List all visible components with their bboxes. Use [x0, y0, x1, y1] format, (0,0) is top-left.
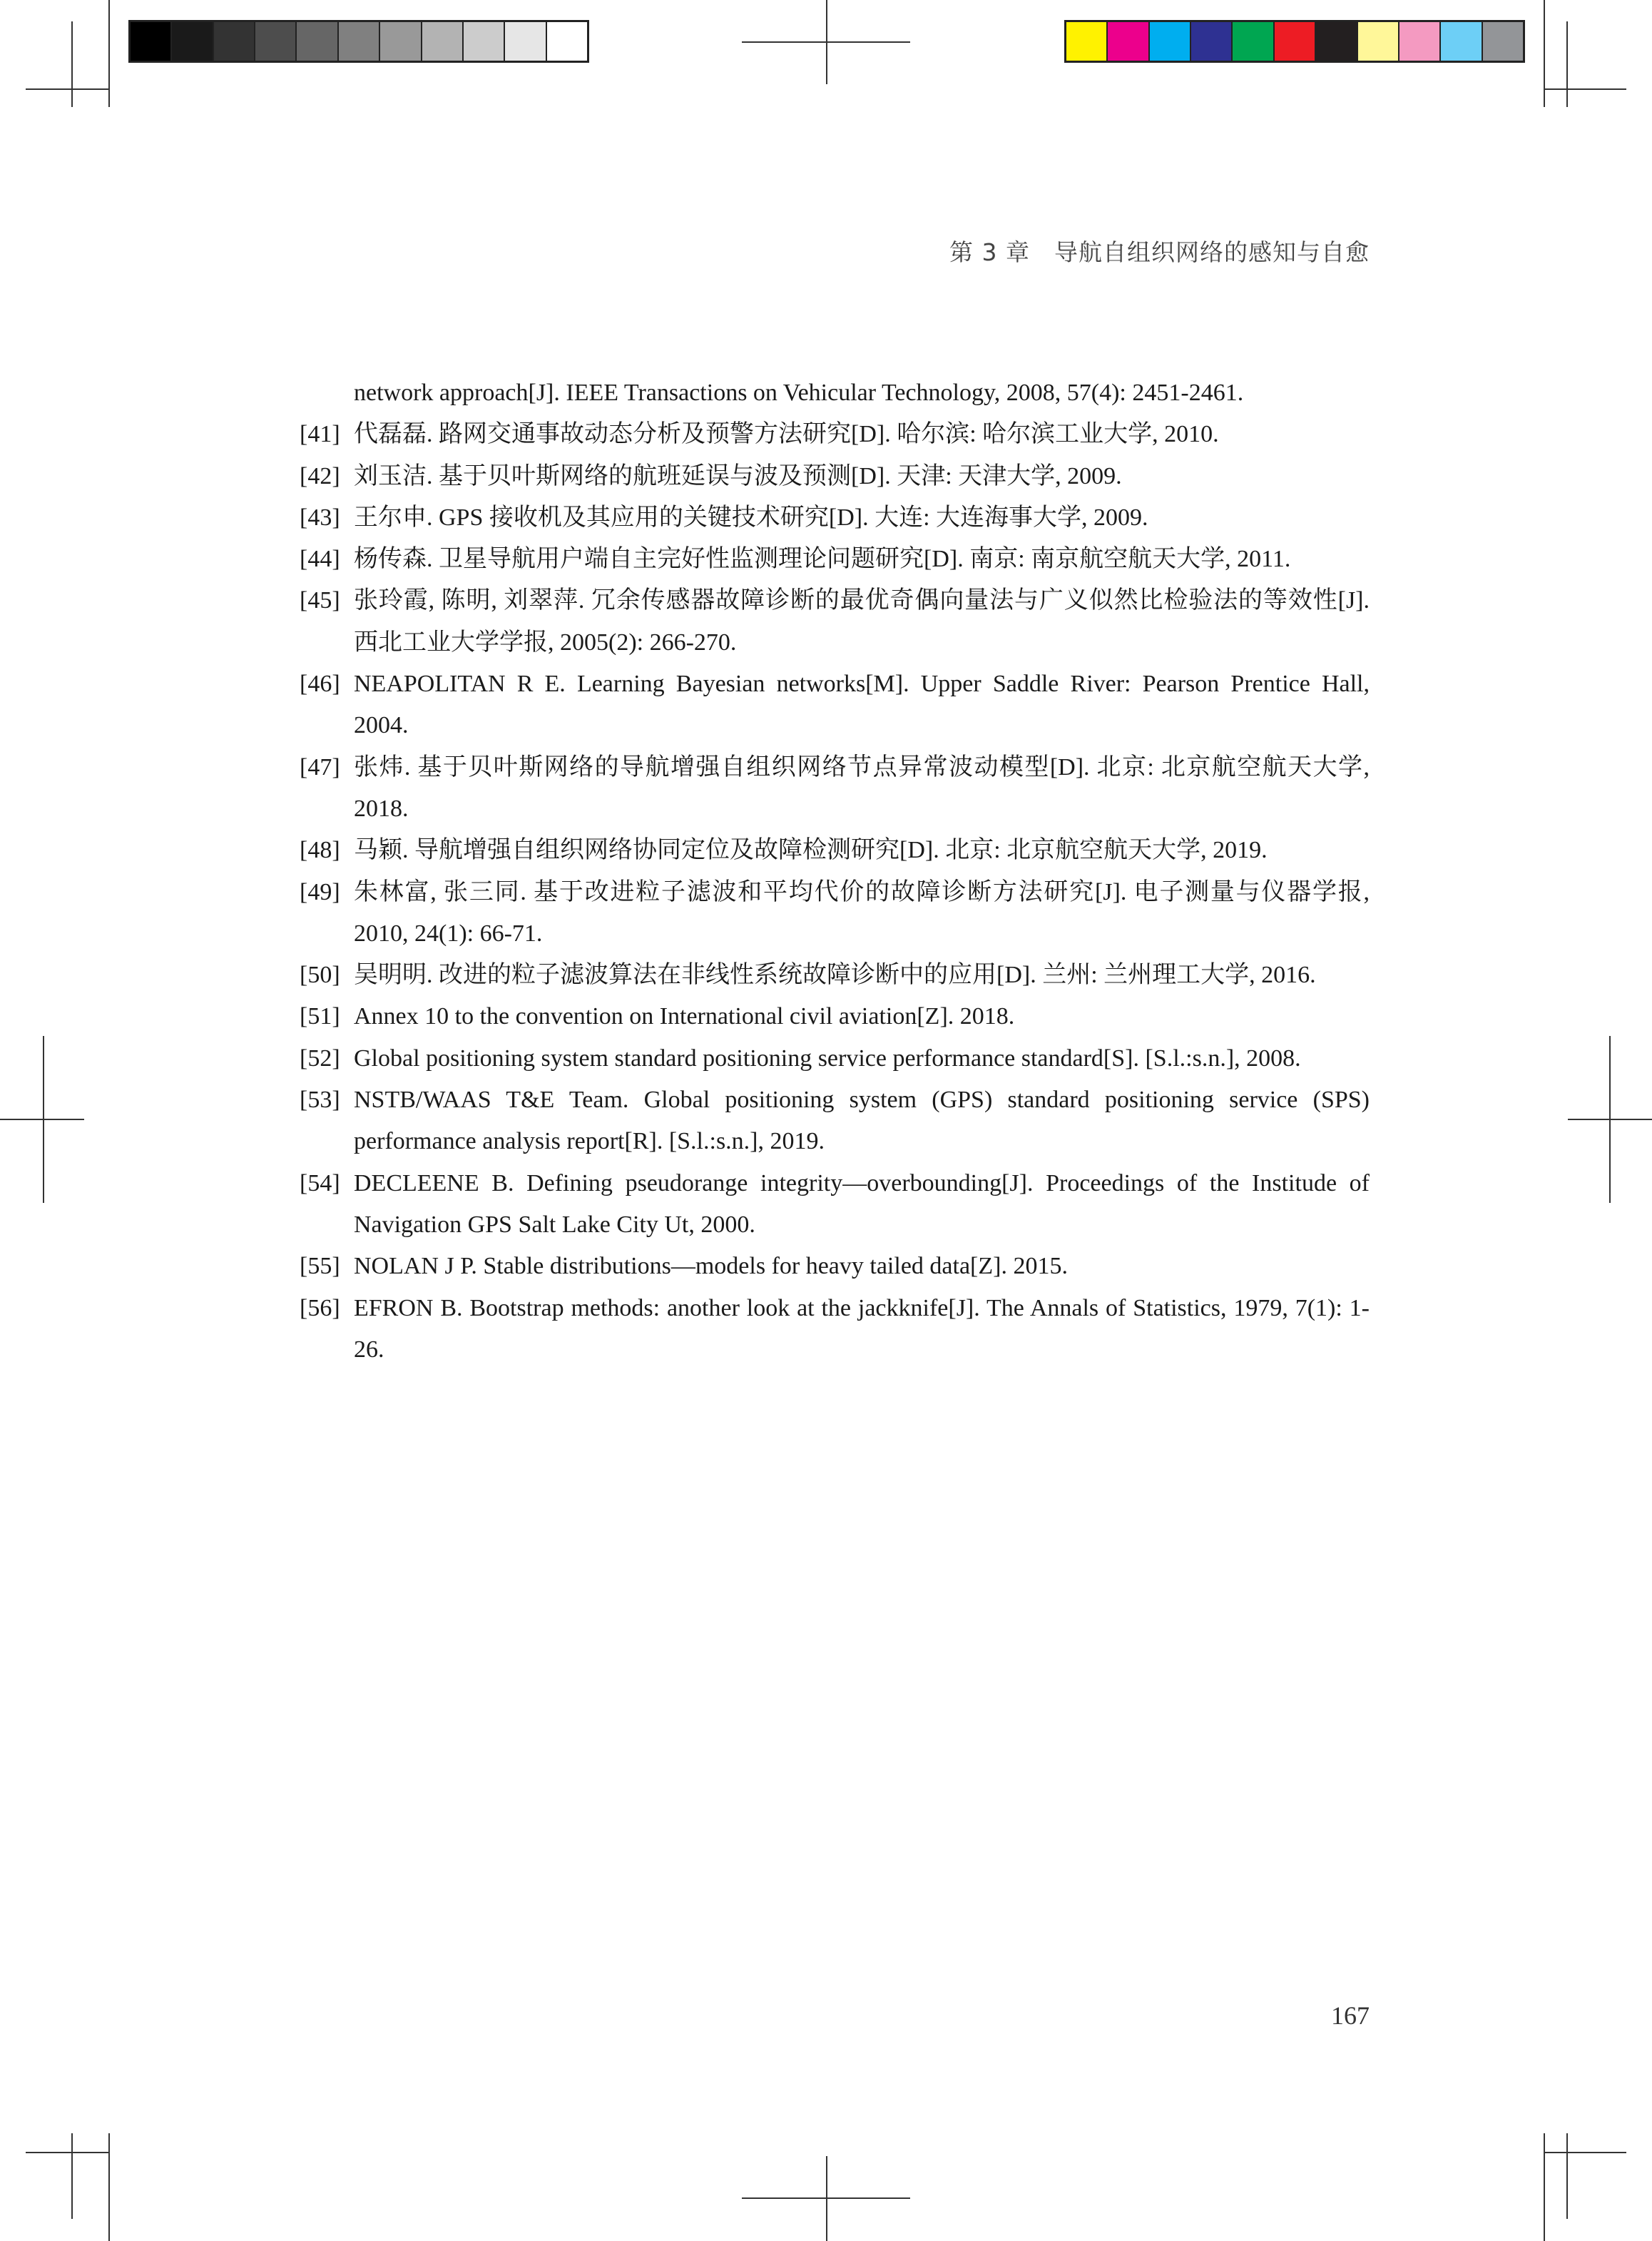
crop-mark [1544, 88, 1626, 90]
reference-number: [52] [300, 1045, 340, 1072]
reference-text: Annex 10 to the convention on International civil aviation[Z]. 2018. [354, 1003, 1015, 1030]
reference-text: 刘玉洁. 基于贝叶斯网络的航班延误与波及预测[D]. 天津: 天津大学, 2009. [354, 462, 1122, 489]
reference-text: EFRON B. Bootstrap methods: another look at the jackknife[J]. The Annals of Statistics, 1979, 7(1): 1-26. [354, 1294, 1370, 1363]
reference-text: 张炜. 基于贝叶斯网络的导航增强自组织网络节点异常波动模型[D]. 北京: 北京航空航天大学, 2018. [354, 753, 1370, 822]
reference-text: NOLAN J P. Stable distributions—models for heavy tailed data[Z]. 2015. [354, 1253, 1068, 1280]
color-swatch [1441, 22, 1482, 61]
reference-number: [48] [300, 837, 340, 864]
reference-item [300, 1288, 1370, 1371]
gray-swatch [505, 22, 546, 61]
color-swatch [1275, 22, 1316, 61]
color-swatch [1358, 22, 1399, 61]
gray-swatch [297, 22, 338, 61]
crop-mark [1544, 2133, 1545, 2241]
reference-item [300, 497, 1370, 539]
reference-number: [41] [300, 421, 340, 448]
reference-text: 杨传森. 卫星导航用户端自主完好性监测理论问题研究[D]. 南京: 南京航空航天大学, 2011. [354, 546, 1291, 573]
crop-mark [108, 0, 110, 107]
crop-mark [26, 2152, 108, 2153]
reference-item [300, 830, 1370, 871]
reference-number: [53] [300, 1087, 340, 1114]
reference-text: Global positioning system standard positioning service performance standard[S]. [S.l.:s.n.], 2008. [354, 1045, 1301, 1072]
crop-mark [71, 21, 73, 107]
registration-mark [0, 1119, 84, 1120]
gray-swatch [255, 22, 297, 61]
reference-text: 代磊磊. 路网交通事故动态分析及预警方法研究[D]. 哈尔滨: 哈尔滨工业大学, 2010. [354, 421, 1219, 448]
reference-text: 朱林富, 张三同. 基于改进粒子滤波和平均代价的故障诊断方法研究[J]. 电子测量与仪器学报, 2010, 24(1): 66-71. [354, 878, 1370, 947]
gray-swatch [380, 22, 422, 61]
reference-continuation: network approach[J]. IEEE Transactions on Vehicular Technology, 2008, 57(4): 2451-2461. [354, 380, 1244, 406]
reference-item [300, 1246, 1370, 1287]
reference-number: [42] [300, 462, 340, 489]
gray-swatch [172, 22, 213, 61]
color-swatch [1399, 22, 1441, 61]
gray-swatch [214, 22, 255, 61]
reference-item [300, 664, 1370, 747]
registration-mark [43, 1036, 44, 1203]
crop-mark [1566, 21, 1568, 107]
registration-mark [742, 41, 910, 43]
reference-number: [44] [300, 546, 340, 573]
reference-number: [47] [300, 753, 340, 781]
grayscale-calibration-bar [128, 20, 589, 63]
reference-item [300, 580, 1370, 664]
reference-item [300, 1163, 1370, 1246]
reference-text: 王尔申. GPS 接收机及其应用的关键技术研究[D]. 大连: 大连海事大学, 2009. [354, 504, 1148, 531]
running-head: 第 3 章 导航自组织网络的感知与自愈 [949, 238, 1370, 266]
color-swatch [1066, 22, 1108, 61]
gray-swatch [547, 22, 587, 61]
reference-number: [50] [300, 962, 340, 989]
reference-text: NEAPOLITAN R E. Learning Bayesian networks[M]. Upper Saddle River: Pearson Prentice Hall, 2004. [354, 671, 1370, 739]
crop-mark [1566, 2133, 1568, 2219]
crop-mark [1544, 2152, 1626, 2153]
color-swatch [1316, 22, 1357, 61]
reference-number: [56] [300, 1294, 340, 1321]
reference-item [300, 955, 1370, 996]
gray-swatch [131, 22, 172, 61]
reference-number: [54] [300, 1169, 340, 1196]
color-swatch [1108, 22, 1149, 61]
color-calibration-bar [1064, 20, 1525, 63]
reference-list [300, 372, 1370, 1371]
reference-number: [43] [300, 504, 340, 531]
reference-item [300, 1079, 1370, 1163]
reference-number: [45] [300, 587, 340, 614]
gray-swatch [464, 22, 505, 61]
reference-text: 吴明明. 改进的粒子滤波算法在非线性系统故障诊断中的应用[D]. 兰州: 兰州理工大学, 2016. [354, 962, 1316, 989]
reference-text: DECLEENE B. Defining pseudorange integrity—overbounding[J]. Proceedings of the Institude of Navigation GPS Salt Lake City Ut, 2000. [354, 1169, 1370, 1238]
gray-swatch [422, 22, 464, 61]
crop-mark [108, 2133, 110, 2241]
reference-number: [51] [300, 1003, 340, 1030]
reference-text: 马颖. 导航增强自组织网络协同定位及故障检测研究[D]. 北京: 北京航空航天大学, 2019. [354, 837, 1268, 864]
color-swatch [1233, 22, 1274, 61]
reference-number: [55] [300, 1253, 340, 1280]
color-swatch [1150, 22, 1191, 61]
reference-item [300, 456, 1370, 497]
color-swatch [1483, 22, 1523, 61]
reference-text: NSTB/WAAS T&E Team. Global positioning system (GPS) standard positioning service (SPS) performance analysis report[R]. [S.l.:s.n.], 2019. [354, 1087, 1370, 1155]
registration-mark [742, 2197, 910, 2199]
reference-number: [46] [300, 671, 340, 698]
reference-item [300, 539, 1370, 580]
reference-item [300, 747, 1370, 830]
page-number: 167 [1331, 2001, 1370, 2030]
color-swatch [1191, 22, 1233, 61]
registration-mark [1609, 1036, 1611, 1203]
reference-item [300, 872, 1370, 955]
reference-number: [49] [300, 878, 340, 905]
crop-mark [1544, 0, 1545, 107]
crop-mark [71, 2133, 73, 2219]
crop-mark [26, 88, 108, 90]
reference-text: 张玲霞, 陈明, 刘翠萍. 冗余传感器故障诊断的最优奇偶向量法与广义似然比检验法的等效性[J]. 西北工业大学学报, 2005(2): 266-270. [354, 587, 1370, 656]
reference-item [300, 414, 1370, 455]
gray-swatch [339, 22, 380, 61]
reference-item [300, 1038, 1370, 1079]
reference-item [300, 996, 1370, 1037]
